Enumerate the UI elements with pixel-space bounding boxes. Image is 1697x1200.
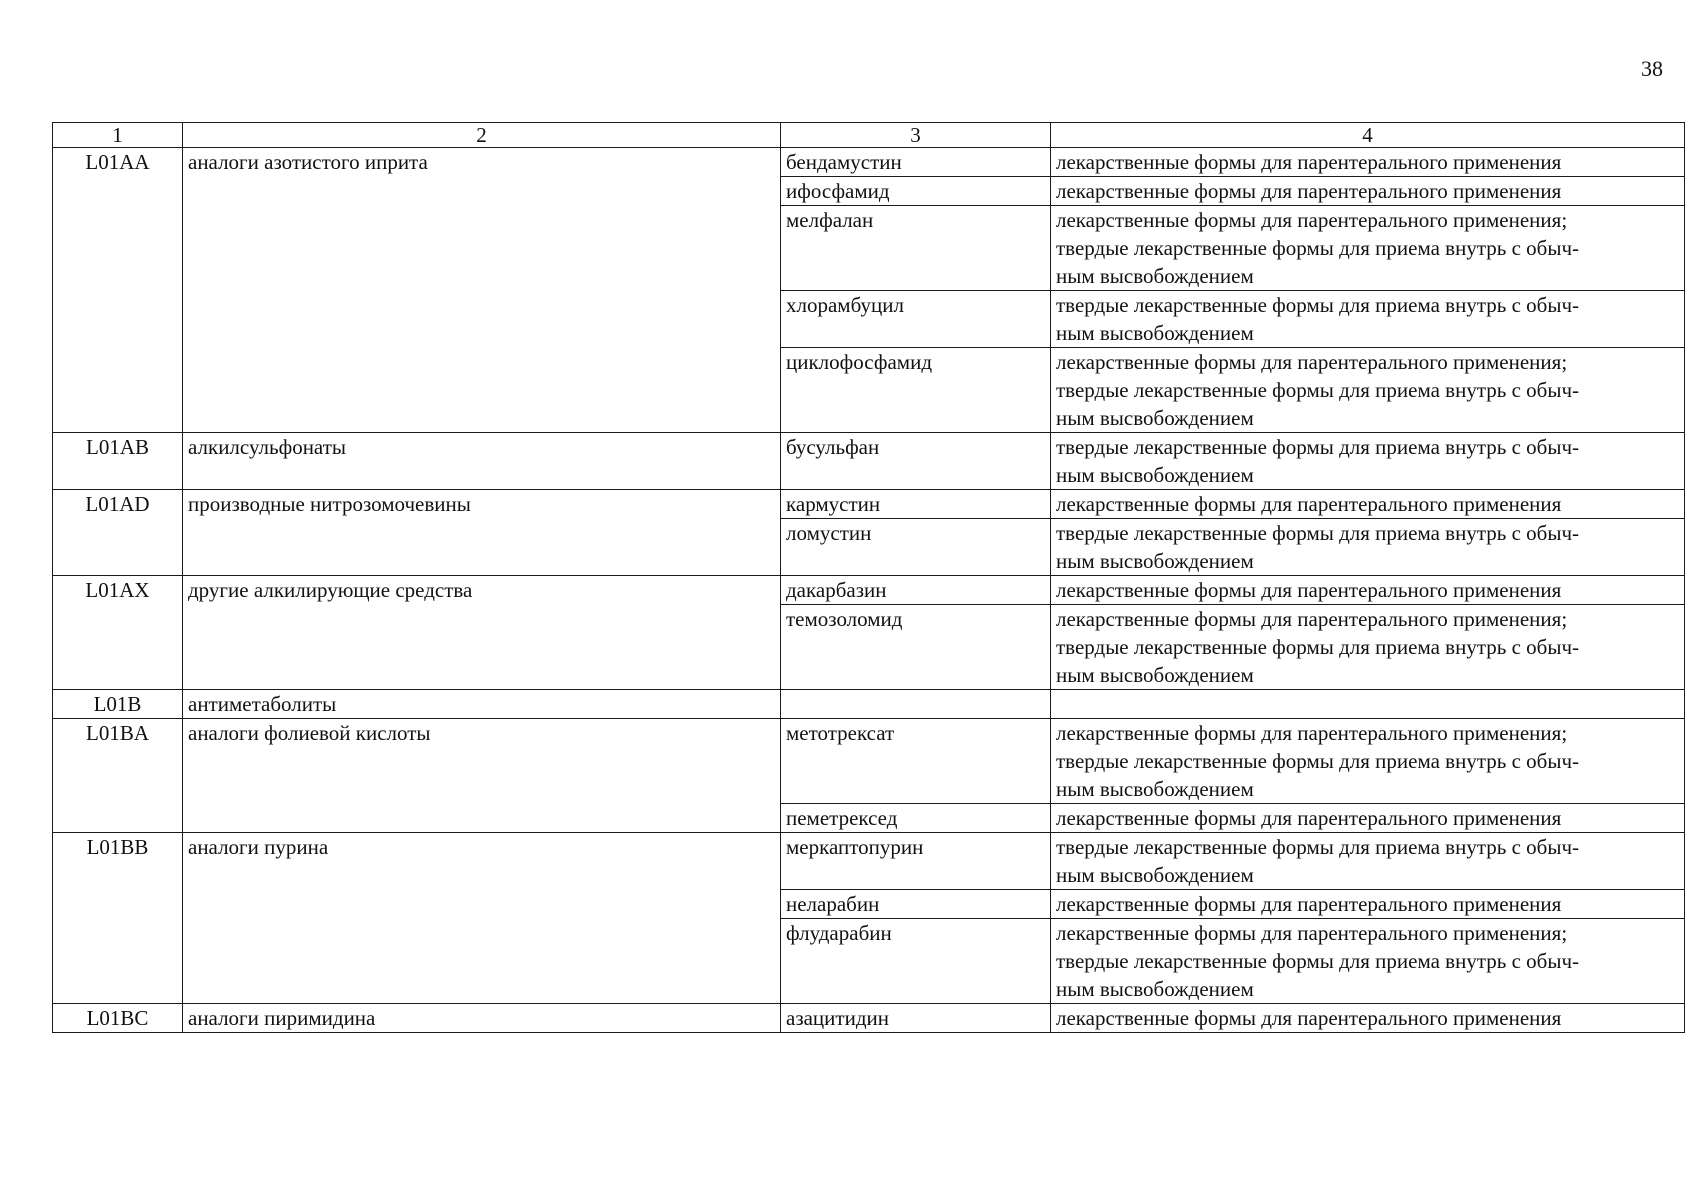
- dosage-form-line: лекарственные формы для парентерального применения;: [1056, 208, 1568, 232]
- drug-name-cell: бусульфан: [781, 433, 1051, 490]
- dosage-form-line: лекарственные формы для парентерального применения: [1056, 806, 1562, 830]
- dosage-forms-cell: [1051, 148, 1685, 177]
- dosage-form-line: ным высвобождением: [1056, 977, 1254, 1001]
- dosage-form-line: [1056, 690, 1679, 718]
- dosage-form-line: лекарственные формы для парентерального применения;: [1056, 921, 1568, 945]
- group-name-cell: антиметаболиты: [183, 690, 781, 719]
- drug-name-cell: мелфалан: [781, 206, 1051, 291]
- drug-name-cell: азацитидин: [781, 1004, 1051, 1033]
- table-row: [53, 148, 1685, 177]
- column-header-2: 2: [183, 123, 781, 148]
- dosage-form-line: ным высвобождением: [1056, 863, 1254, 887]
- table-row: [53, 690, 1685, 719]
- dosage-form-line: твердые лекарственные формы для приема внутрь с обыч-: [1056, 435, 1580, 459]
- drug-name-cell: дакарбазин: [781, 576, 1051, 605]
- table-row: [53, 490, 1685, 519]
- dosage-forms-cell: [1051, 519, 1685, 576]
- drug-name-cell: [781, 690, 1051, 719]
- dosage-forms-cell: [1051, 605, 1685, 690]
- drug-name-cell: флударабин: [781, 919, 1051, 1004]
- dosage-forms-cell: [1051, 919, 1685, 1004]
- group-name-cell: аналоги пурина: [183, 833, 781, 1004]
- column-header-3: 3: [781, 123, 1051, 148]
- atc-code-cell: L01BC: [53, 1004, 183, 1033]
- atc-code-cell: L01BA: [53, 719, 183, 833]
- table-row: [53, 719, 1685, 804]
- dosage-forms-cell: [1051, 177, 1685, 206]
- drug-name-cell: ломустин: [781, 519, 1051, 576]
- dosage-form-line: твердые лекарственные формы для приема внутрь с обыч-: [1056, 378, 1580, 402]
- drug-name-cell: ифосфамид: [781, 177, 1051, 206]
- dosage-form-line: лекарственные формы для парентерального применения: [1056, 1006, 1562, 1030]
- table-row: [53, 433, 1685, 490]
- drug-name-cell: метотрексат: [781, 719, 1051, 804]
- dosage-form-line: лекарственные формы для парентерального применения: [1056, 150, 1562, 174]
- dosage-form-line: твердые лекарственные формы для приема внутрь с обыч-: [1056, 949, 1580, 973]
- dosage-form-line: твердые лекарственные формы для приема внутрь с обыч-: [1056, 236, 1580, 260]
- drug-name-cell: кармустин: [781, 490, 1051, 519]
- dosage-forms-cell: [1051, 490, 1685, 519]
- table-row: [53, 833, 1685, 890]
- dosage-forms-cell: [1051, 890, 1685, 919]
- dosage-forms-cell: [1051, 1004, 1685, 1033]
- dosage-form-line: ным высвобождением: [1056, 264, 1254, 288]
- dosage-form-line: лекарственные формы для парентерального применения: [1056, 578, 1562, 602]
- table-row: [53, 1004, 1685, 1033]
- table-body: [53, 148, 1685, 1033]
- drug-name-cell: меркаптопурин: [781, 833, 1051, 890]
- drug-name-cell: циклофосфамид: [781, 348, 1051, 433]
- dosage-form-line: твердые лекарственные формы для приема внутрь с обыч-: [1056, 521, 1580, 545]
- dosage-form-line: твердые лекарственные формы для приема внутрь с обыч-: [1056, 835, 1580, 859]
- atc-code-cell: L01AB: [53, 433, 183, 490]
- dosage-form-line: твердые лекарственные формы для приема внутрь с обыч-: [1056, 749, 1580, 773]
- drug-name-cell: темозоломид: [781, 605, 1051, 690]
- dosage-form-line: лекарственные формы для парентерального применения;: [1056, 607, 1568, 631]
- atc-code-cell: L01AA: [53, 148, 183, 433]
- dosage-forms-cell: [1051, 719, 1685, 804]
- atc-code-cell: L01BB: [53, 833, 183, 1004]
- dosage-forms-cell: [1051, 833, 1685, 890]
- dosage-form-line: лекарственные формы для парентерального применения: [1056, 179, 1562, 203]
- group-name-cell: производные нитрозомочевины: [183, 490, 781, 576]
- group-name-cell: аналоги пиримидина: [183, 1004, 781, 1033]
- dosage-form-line: ным высвобождением: [1056, 406, 1254, 430]
- dosage-form-line: ным высвобождением: [1056, 549, 1254, 573]
- atc-code-cell: L01AD: [53, 490, 183, 576]
- page-number: 38: [1641, 56, 1663, 81]
- group-name-cell: другие алкилирующие средства: [183, 576, 781, 690]
- column-header-4: 4: [1051, 123, 1685, 148]
- drug-name-cell: бендамустин: [781, 148, 1051, 177]
- table-row: [53, 576, 1685, 605]
- dosage-form-line: твердые лекарственные формы для приема внутрь с обыч-: [1056, 293, 1580, 317]
- drug-name-cell: хлорамбуцил: [781, 291, 1051, 348]
- dosage-forms-cell: [1051, 433, 1685, 490]
- dosage-forms-cell: [1051, 291, 1685, 348]
- group-name-cell: аналоги фолиевой кислоты: [183, 719, 781, 833]
- dosage-forms-cell: [1051, 576, 1685, 605]
- atc-code-cell: L01AX: [53, 576, 183, 690]
- dosage-form-line: твердые лекарственные формы для приема внутрь с обыч-: [1056, 635, 1580, 659]
- drug-name-cell: пеметрексед: [781, 804, 1051, 833]
- group-name-cell: аналоги азотистого иприта: [183, 148, 781, 433]
- table-header-row: [53, 123, 1685, 148]
- drug-name-cell: неларабин: [781, 890, 1051, 919]
- dosage-forms-cell: [1051, 348, 1685, 433]
- group-name-cell: алкилсульфонаты: [183, 433, 781, 490]
- dosage-forms-cell: [1051, 206, 1685, 291]
- column-header-1: 1: [53, 123, 183, 148]
- atc-code-cell: L01B: [53, 690, 183, 719]
- drug-table: [52, 122, 1685, 1033]
- dosage-forms-cell: [1051, 804, 1685, 833]
- dosage-form-line: лекарственные формы для парентерального применения: [1056, 492, 1562, 516]
- dosage-form-line: ным высвобождением: [1056, 777, 1254, 801]
- dosage-form-line: лекарственные формы для парентерального применения;: [1056, 350, 1568, 374]
- dosage-forms-cell: [1051, 690, 1685, 719]
- dosage-form-line: лекарственные формы для парентерального применения;: [1056, 721, 1568, 745]
- dosage-form-line: ным высвобождением: [1056, 663, 1254, 687]
- dosage-form-line: ным высвобождением: [1056, 321, 1254, 345]
- dosage-form-line: ным высвобождением: [1056, 463, 1254, 487]
- dosage-form-line: лекарственные формы для парентерального применения: [1056, 892, 1562, 916]
